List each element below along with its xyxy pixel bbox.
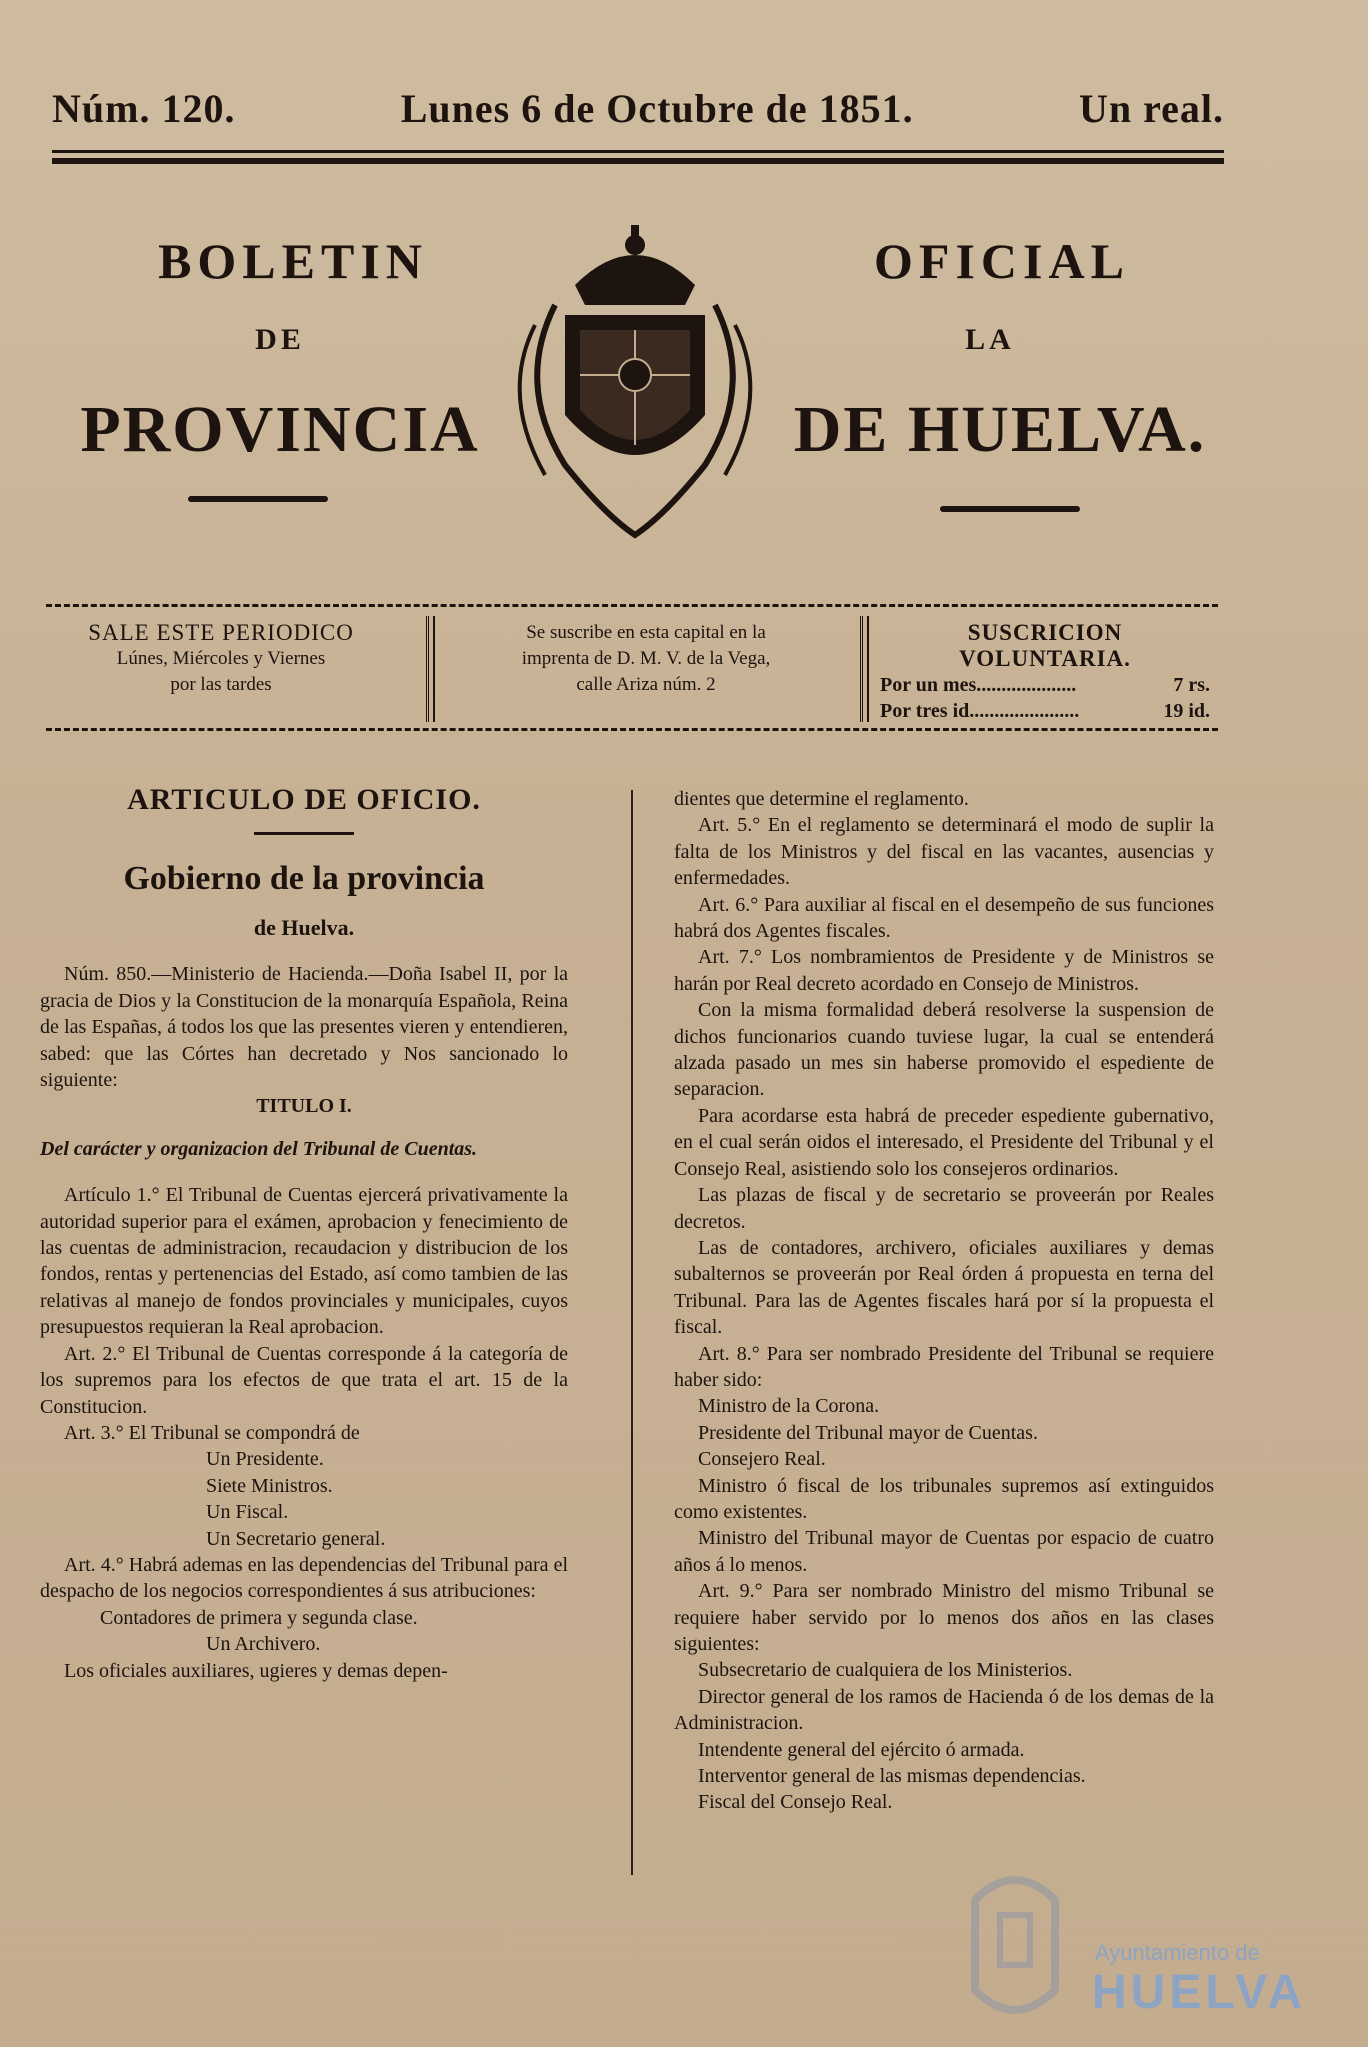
issue-price: Un real. <box>1078 85 1224 131</box>
list-item: Ministro ó fiscal de los tribunales supremos así extinguidos como existentes. <box>674 1474 1214 1523</box>
title-oficial: OFICIAL <box>874 233 1130 289</box>
intro-paragraph: Núm. 850.—Ministerio de Hacienda.—Doña Isabel II, por la gracia de Dios y la Constitucion de la monarquía Española, Reina de las Españas, á todos los que las presentes vieren y entendieren, sabed: que las Córtes han decretado y Nos sancionado lo siguiente: <box>40 963 568 1092</box>
list-item: Un Fiscal. <box>206 1501 289 1524</box>
article-heading: Gobierno de la provincia <box>123 860 485 897</box>
paragraph: Las plazas de fiscal y de secretario se proveerán por Reales decretos. <box>674 1184 1214 1233</box>
section-title: ARTICULO DE OFICIO. <box>127 783 481 816</box>
article-subheading: de Huelva. <box>253 915 355 940</box>
price-row: Por un mes.................... 7 rs. <box>880 674 1210 696</box>
article-4-end: Los oficiales auxiliares, ugieres y demas depen- <box>64 1659 448 1682</box>
info-separator-1 <box>426 616 435 722</box>
article-3: Art. 3.° El Tribunal se compondrá de <box>64 1421 360 1444</box>
article-7: Art. 7.° Los nombramientos de Presidente y de Ministros se harán por Real decreto acordado en Consejo de Ministros. <box>674 946 1214 995</box>
section-rule <box>254 832 354 835</box>
article-5: Art. 5.° En el reglamento se determinará el modo de suplir la falta de los Ministros y del fiscal en las vacantes, ausencias y enfermedades. <box>674 814 1214 890</box>
article-8: Art. 8.° Para ser nombrado Presidente del Tribunal se requiere haber sido: <box>674 1342 1214 1391</box>
ornament-left <box>188 496 328 502</box>
list-item: Consejero Real. <box>698 1448 826 1471</box>
left-column <box>40 780 568 1684</box>
article-1: Artículo 1.° El Tribunal de Cuentas ejercerá privativamente la autoridad superior para el exámen, aprobacion y fenecimiento de las cuentas de administracion, recaudacion y distribucion de los fondos, rentas y pertenencias del Estado, así como tambien de las relativas al manejo de fondos provinciales y municipales, cuyos presupuestos requieran la Real aprobacion. <box>40 1184 568 1339</box>
issue-date: Lunes 6 de Octubre de 1851. <box>400 85 914 131</box>
list-item: Un Presidente. <box>206 1448 324 1471</box>
info-subscription-place: Se suscribe en esta capital en la imprenta de D. M. V. de la Vega, calle Ariza núm. 2 <box>521 622 771 695</box>
ornament-right <box>940 506 1080 512</box>
titulo-label: TITULO I. <box>256 1095 352 1118</box>
title-huelva: DE HUELVA. <box>793 393 1207 466</box>
masthead-top <box>52 78 1224 138</box>
list-item: Subsecretario de cualquiera de los Ministerios. <box>698 1659 1073 1682</box>
list-item: Intendente general del ejército ó armada. <box>698 1738 1025 1761</box>
price-row: Por tres id...................... 19 id. <box>880 700 1210 722</box>
list-item: Ministro del Tribunal mayor de Cuentas por espacio de cuatro años á lo menos. <box>674 1527 1214 1576</box>
title-boletin: BOLETIN <box>158 233 428 289</box>
list-item: Fiscal del Consejo Real. <box>698 1791 893 1814</box>
watermark-line1: Ayuntamiento de <box>1095 1940 1260 1965</box>
title-la: LA <box>965 323 1015 356</box>
info-bottom-border <box>46 728 1218 731</box>
list-item: Siete Ministros. <box>206 1474 333 1497</box>
watermark-line2: HUELVA <box>1092 1966 1307 2019</box>
info-box <box>46 598 1218 740</box>
masthead-rule-thick <box>52 158 1224 164</box>
title-provincia: PROVINCIA <box>80 393 480 466</box>
list-item: Interventor general de las mismas dependencias. <box>698 1765 1086 1788</box>
list-item: Contadores de primera y segunda clase. <box>100 1606 418 1629</box>
right-column <box>674 786 1214 1816</box>
issue-number: Núm. 120. <box>52 85 236 131</box>
article-4: Art. 4.° Habrá ademas en las dependencias del Tribunal para el despacho de los negocios correspondientes á sus atribuciones: <box>40 1553 568 1603</box>
list-item: Presidente del Tribunal mayor de Cuentas. <box>698 1421 1038 1444</box>
column-rule <box>631 790 633 1875</box>
list-item: Un Archivero. <box>206 1633 321 1656</box>
paragraph: Las de contadores, archivero, oficiales auxiliares y demas subalternos se proveerán por Real órden á propuesta en terna del Tribunal. Para las de Agentes fiscales hará por sí la propuesta el fiscal. <box>674 1236 1214 1339</box>
info-top-border <box>46 604 1218 607</box>
article-6: Art. 6.° Para auxiliar al fiscal en el desempeño de sus funciones habrá dos Agentes fiscales. <box>674 893 1214 943</box>
info-prices: SUSCRICION VOLUNTARIA. Por un mes.................... 7 rs. Por tres id...................... 19 id. <box>880 620 1210 722</box>
masthead-rule <box>52 150 1224 153</box>
continuation: dientes que determine el reglamento. <box>674 788 969 810</box>
list-item: Un Secretario general. <box>206 1527 386 1550</box>
royal-crest-icon <box>505 215 765 545</box>
list-item: Director general de los ramos de Hacienda ó de los demas de la Administracion. <box>674 1685 1214 1735</box>
article-9: Art. 9.° Para ser nombrado Ministro del mismo Tribunal se requiere haber servido por lo menos dos años en las clases siguientes: <box>674 1580 1214 1655</box>
info-periodicity: SALE ESTE PERIODICO Lúnes, Miércoles y Viernes por las tardes <box>88 620 354 695</box>
paragraph: Para acordarse esta habrá de preceder espediente gubernativo, en el cual serán oidos el interesado, el Presidente del Tribunal y el Consejo Real, asistiendo solo los consejeros ordinarios. <box>674 1104 1214 1180</box>
title-de: DE <box>255 323 305 356</box>
list-item: Ministro de la Corona. <box>698 1395 880 1418</box>
paragraph: Con la misma formalidad deberá resolverse la suspension de dichos funcionarios cuando tuviese lugar, la cual se entenderá alzada pasado un mes sin haberse promovido el espediente de separacion. <box>674 999 1214 1101</box>
info-separator-2 <box>860 616 869 722</box>
article-2: Art. 2.° El Tribunal de Cuentas corresponde á la categoría de los supremos para los efectos de que trata el art. 15 de la Constitucion. <box>40 1342 568 1418</box>
titulo-subtitle: Del carácter y organizacion del Tribunal de Cuentas. <box>40 1137 478 1160</box>
